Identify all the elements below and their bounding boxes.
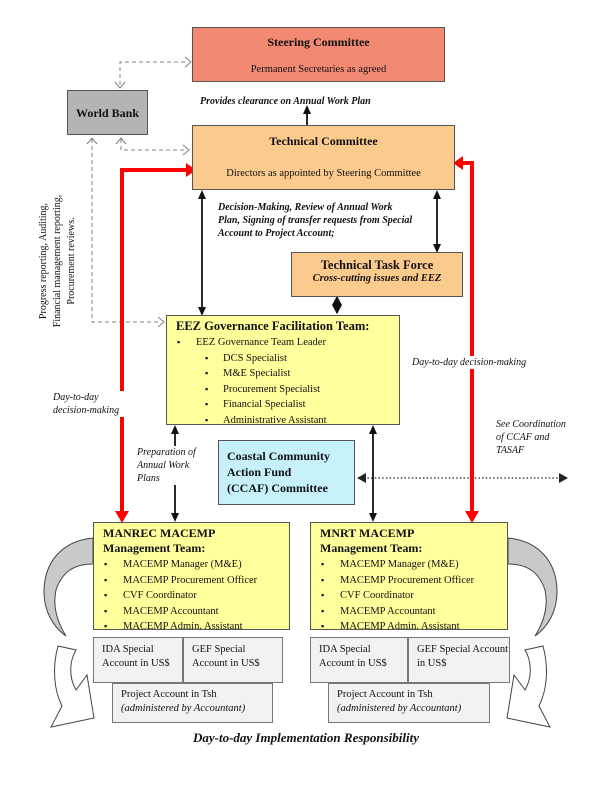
team-member: ▪ MACEMP Admin. Assistant (311, 619, 507, 635)
mnrt-team-name: MNRT MACEMP (320, 526, 415, 540)
mnrt-team-list (311, 557, 507, 635)
mnrt-team-subname: Management Team: (320, 541, 423, 555)
team-member: ▪ CVF Coordinator (94, 588, 289, 604)
eez-team-box (166, 315, 400, 425)
steering-committee-box (192, 27, 445, 82)
team-member: ▪ MACEMP Accountant (94, 604, 289, 620)
team-member: ▪ MACEMP Procurement Officer (311, 573, 507, 589)
project-account-left-box (112, 683, 273, 723)
mnrt-team-box (310, 522, 508, 630)
ida-account-left-box: IDA Special Account in US$ (93, 637, 183, 683)
day-to-day-right-note: Day-to-day decision-making (412, 356, 544, 369)
ida-account-right-box: IDA Special Account in US$ (310, 637, 408, 683)
arrow-technical-taskforce (433, 190, 441, 253)
manrec-team-subname: Management Team: (103, 541, 206, 555)
technical-committee-subtitle: Directors as appointed by Steering Committee (226, 168, 421, 179)
day-to-day-left-note: Day-to-day decision-making (53, 391, 137, 417)
project-account-note: (administered by Accountant) (337, 703, 462, 714)
eez-team-title: EEZ Governance Facilitation Team: (176, 319, 370, 333)
reporting-line: Financial management reporting, (52, 194, 63, 328)
manrec-team-name: MANREC MACEMP (103, 526, 216, 540)
implementation-responsibility-note: Day-to-day Implementation Responsibility (192, 730, 420, 745)
project-account-label: Project Account in Tsh (121, 689, 217, 700)
steering-committee-subtitle: Permanent Secretaries as agreed (250, 64, 387, 75)
provides-clearance-note: Provides clearance on Annual Work Plan (200, 96, 371, 107)
dashed-arrow-worldbank-technical (116, 138, 189, 155)
world-bank-title: World Bank (75, 106, 140, 120)
cycle-arrow-right (507, 538, 557, 727)
preparation-note: Preparation of Annual Work Plans (137, 446, 209, 485)
team-member: ▪ MACEMP Procurement Officer (94, 573, 289, 589)
see-coordination-note: See Coordination of CCAF and TASAF (496, 419, 566, 456)
technical-committee-box (192, 125, 455, 190)
cycle-arrow-left (44, 538, 94, 727)
team-member: ▪ MACEMP Manager (M&E) (311, 557, 507, 573)
red-arrow-technical-mnrt (453, 156, 479, 523)
ccaf-line1: Coastal Community (227, 449, 331, 463)
reporting-vertical-note (37, 173, 83, 349)
manrec-team-box (93, 522, 290, 630)
ccaf-committee-box (218, 440, 355, 505)
dashed-arrow-worldbank-eez (87, 138, 164, 327)
reporting-line: Progress reporting, Auditing, (38, 202, 49, 320)
team-member: ▪ Financial Specialist (167, 397, 399, 413)
team-member: ▪ MACEMP Accountant (311, 604, 507, 620)
project-account-note: (administered by Accountant) (121, 703, 246, 714)
team-member: ▪ CVF Coordinator (311, 588, 507, 604)
project-account-label: Project Account in Tsh (337, 689, 433, 700)
arrow-technical-eez (198, 190, 206, 316)
ccaf-line3: (CCAF) Committee (227, 481, 328, 495)
project-account-right-box (328, 683, 490, 723)
team-member: ▪ DCS Specialist (167, 351, 399, 367)
technical-task-force-title: Technical Task Force (320, 258, 434, 272)
team-member: ▪ MACEMP Manager (M&E) (94, 557, 289, 573)
manrec-team-list (94, 557, 289, 635)
eez-team-list (167, 335, 399, 428)
team-member: ▪ EEZ Governance Team Leader (167, 335, 399, 351)
team-member: ▪ Procurement Specialist (167, 382, 399, 398)
ccaf-line2: Action Fund (227, 465, 292, 479)
team-member: ▪ Administrative Assistant (167, 413, 399, 429)
technical-committee-title: Technical Committee (269, 134, 378, 148)
steering-committee-title: Steering Committee (267, 35, 370, 49)
technical-task-force-subtitle: Cross-cutting issues and EEZ (312, 273, 442, 284)
dashed-arrow-worldbank-steering (115, 57, 191, 88)
gef-account-right-box: GEF Special Account in US$ (408, 637, 510, 683)
world-bank-box (67, 90, 148, 135)
arrow-technical-to-steering (303, 105, 311, 127)
connector-taskforce-eez (332, 296, 342, 314)
technical-task-force-box (291, 252, 463, 297)
reporting-line: Procurement reviews. (66, 217, 77, 305)
arrow-eez-mnrt (369, 425, 377, 522)
gef-account-left-box: GEF Special Account in US$ (183, 637, 283, 683)
dotted-arrow-ccaf-tasaf (357, 473, 568, 483)
team-member: ▪ M&E Specialist (167, 366, 399, 382)
team-member: ▪ MACEMP Admin. Assistant (94, 619, 289, 635)
decision-making-note: Decision-Making, Review of Annual Work Plan, Signing of transfer requests from Special Account to Project Account; (218, 202, 413, 239)
